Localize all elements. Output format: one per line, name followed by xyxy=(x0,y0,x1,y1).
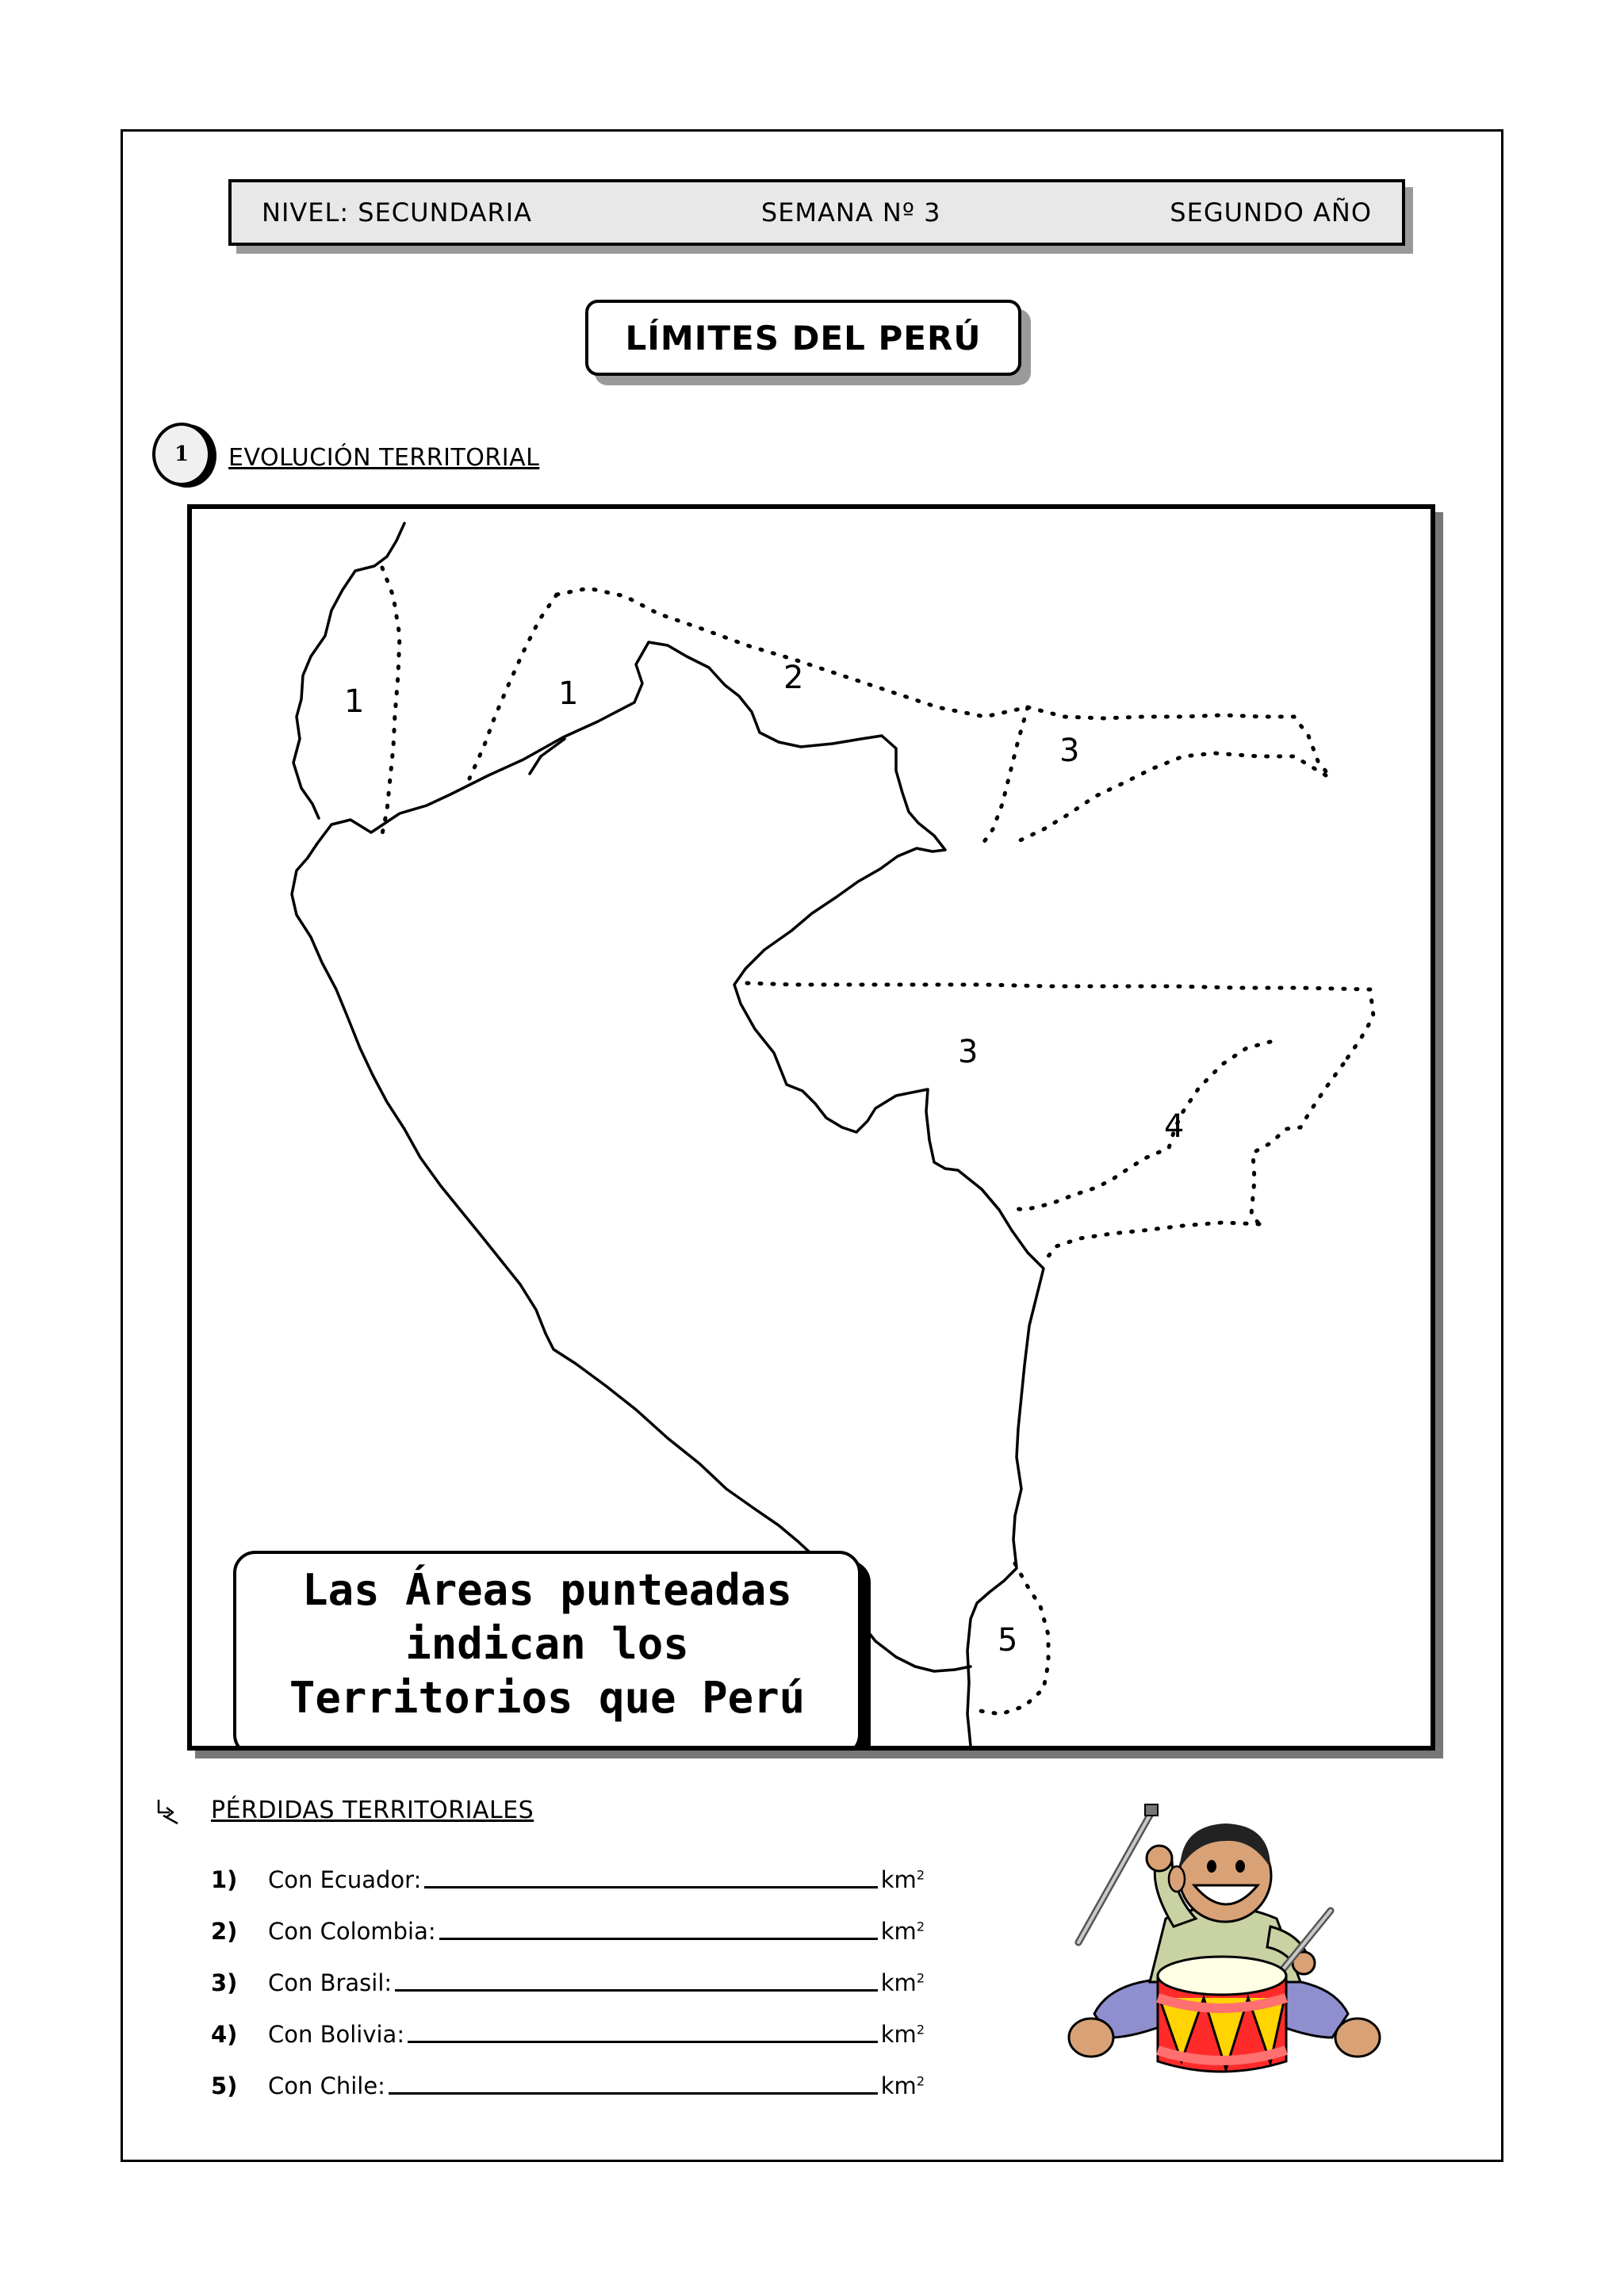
answer-blank-bolivia[interactable] xyxy=(408,2041,878,2043)
map-coast-northwest xyxy=(293,523,404,818)
map-dotted-region-4-bottom xyxy=(1044,1223,1259,1262)
loss-item-label: Con Chile: xyxy=(268,2072,385,2099)
week-label: SEMANA Nº 3 xyxy=(760,197,941,228)
loss-item-number: 5) xyxy=(211,2072,238,2099)
unit-km2: $km^2$ xyxy=(880,1866,925,1893)
map-region-label: 5 xyxy=(998,1622,1018,1659)
level-label: NIVEL: SECUNDARIA xyxy=(262,197,533,228)
unit-km2: $km^2$ xyxy=(880,2072,925,2099)
loss-item-label: Con Ecuador: xyxy=(268,1866,422,1893)
map-note-line: Territorios que Perú xyxy=(289,1673,806,1723)
map-dotted-region-4-top xyxy=(1013,1042,1270,1210)
map-region-label: 2 xyxy=(783,660,804,696)
section-number-badge: 1 xyxy=(152,423,211,486)
map-region-label: 3 xyxy=(1059,733,1080,769)
map-border-brazil-bolivia xyxy=(982,1189,999,1210)
map-region-label: 4 xyxy=(1164,1108,1185,1145)
loss-item-ecuador xyxy=(211,1858,925,1893)
map-note-line: Las Áreas punteadas xyxy=(302,1565,792,1615)
loss-item-number: 4) xyxy=(211,2021,238,2048)
answer-blank-brasil[interactable] xyxy=(395,1989,878,1992)
loss-item-label: Con Colombia: xyxy=(268,1918,436,1945)
map-inner-border xyxy=(530,739,565,774)
map-dotted-region-3-south xyxy=(747,983,1373,1064)
map-region-label: 1 xyxy=(344,683,365,720)
unit-km2: $km^2$ xyxy=(880,1918,925,1945)
map-dotted-region-4-right xyxy=(1251,1064,1343,1224)
map-note-line: indican los xyxy=(405,1619,689,1669)
unit-km2: $km^2$ xyxy=(880,2021,925,2048)
map-dotted-region-1-east xyxy=(469,595,557,779)
loss-item-number: 3) xyxy=(211,1969,238,1996)
map-dotted-region-2 xyxy=(557,588,1028,717)
loss-item-number: 1) xyxy=(211,1866,238,1893)
loss-item-label: Con Bolivia: xyxy=(268,2021,405,2048)
section-title-territorial-evolution: EVOLUCIÓN TERRITORIAL xyxy=(228,444,540,472)
unit-km2: $km^2$ xyxy=(880,1969,925,1996)
map-region-label: 3 xyxy=(958,1034,979,1070)
drummer-boy-illustration xyxy=(1063,1800,1388,2101)
page-title: LÍMITES DEL PERÚ xyxy=(585,300,1021,376)
answer-blank-ecuador[interactable] xyxy=(424,1886,877,1888)
loss-item-bolivia xyxy=(211,2013,925,2048)
loss-item-chile xyxy=(211,2064,925,2099)
map-dotted-region-1-west xyxy=(382,568,400,834)
loss-item-label: Con Brasil: xyxy=(268,1969,393,1996)
loss-item-colombia xyxy=(211,1910,925,1945)
loss-item-brasil xyxy=(211,1961,925,1996)
loss-item-number: 2) xyxy=(211,1918,238,1945)
map-peru-coast xyxy=(292,844,971,1671)
answer-blank-chile[interactable] xyxy=(389,2092,878,2095)
section-title-territorial-losses: PÉRDIDAS TERRITORIALES xyxy=(211,1797,534,1824)
answer-blank-colombia[interactable] xyxy=(439,1938,878,1940)
map-note-box xyxy=(233,1551,861,1751)
map-frame xyxy=(187,504,1435,1751)
map-region-label: 1 xyxy=(558,675,579,712)
year-label: SEGUNDO AÑO xyxy=(1170,197,1372,228)
writing-hand-arrow-icon xyxy=(155,1797,184,1825)
header-bar xyxy=(228,179,1405,246)
map-dotted-region-3-north-inner xyxy=(982,707,1028,845)
